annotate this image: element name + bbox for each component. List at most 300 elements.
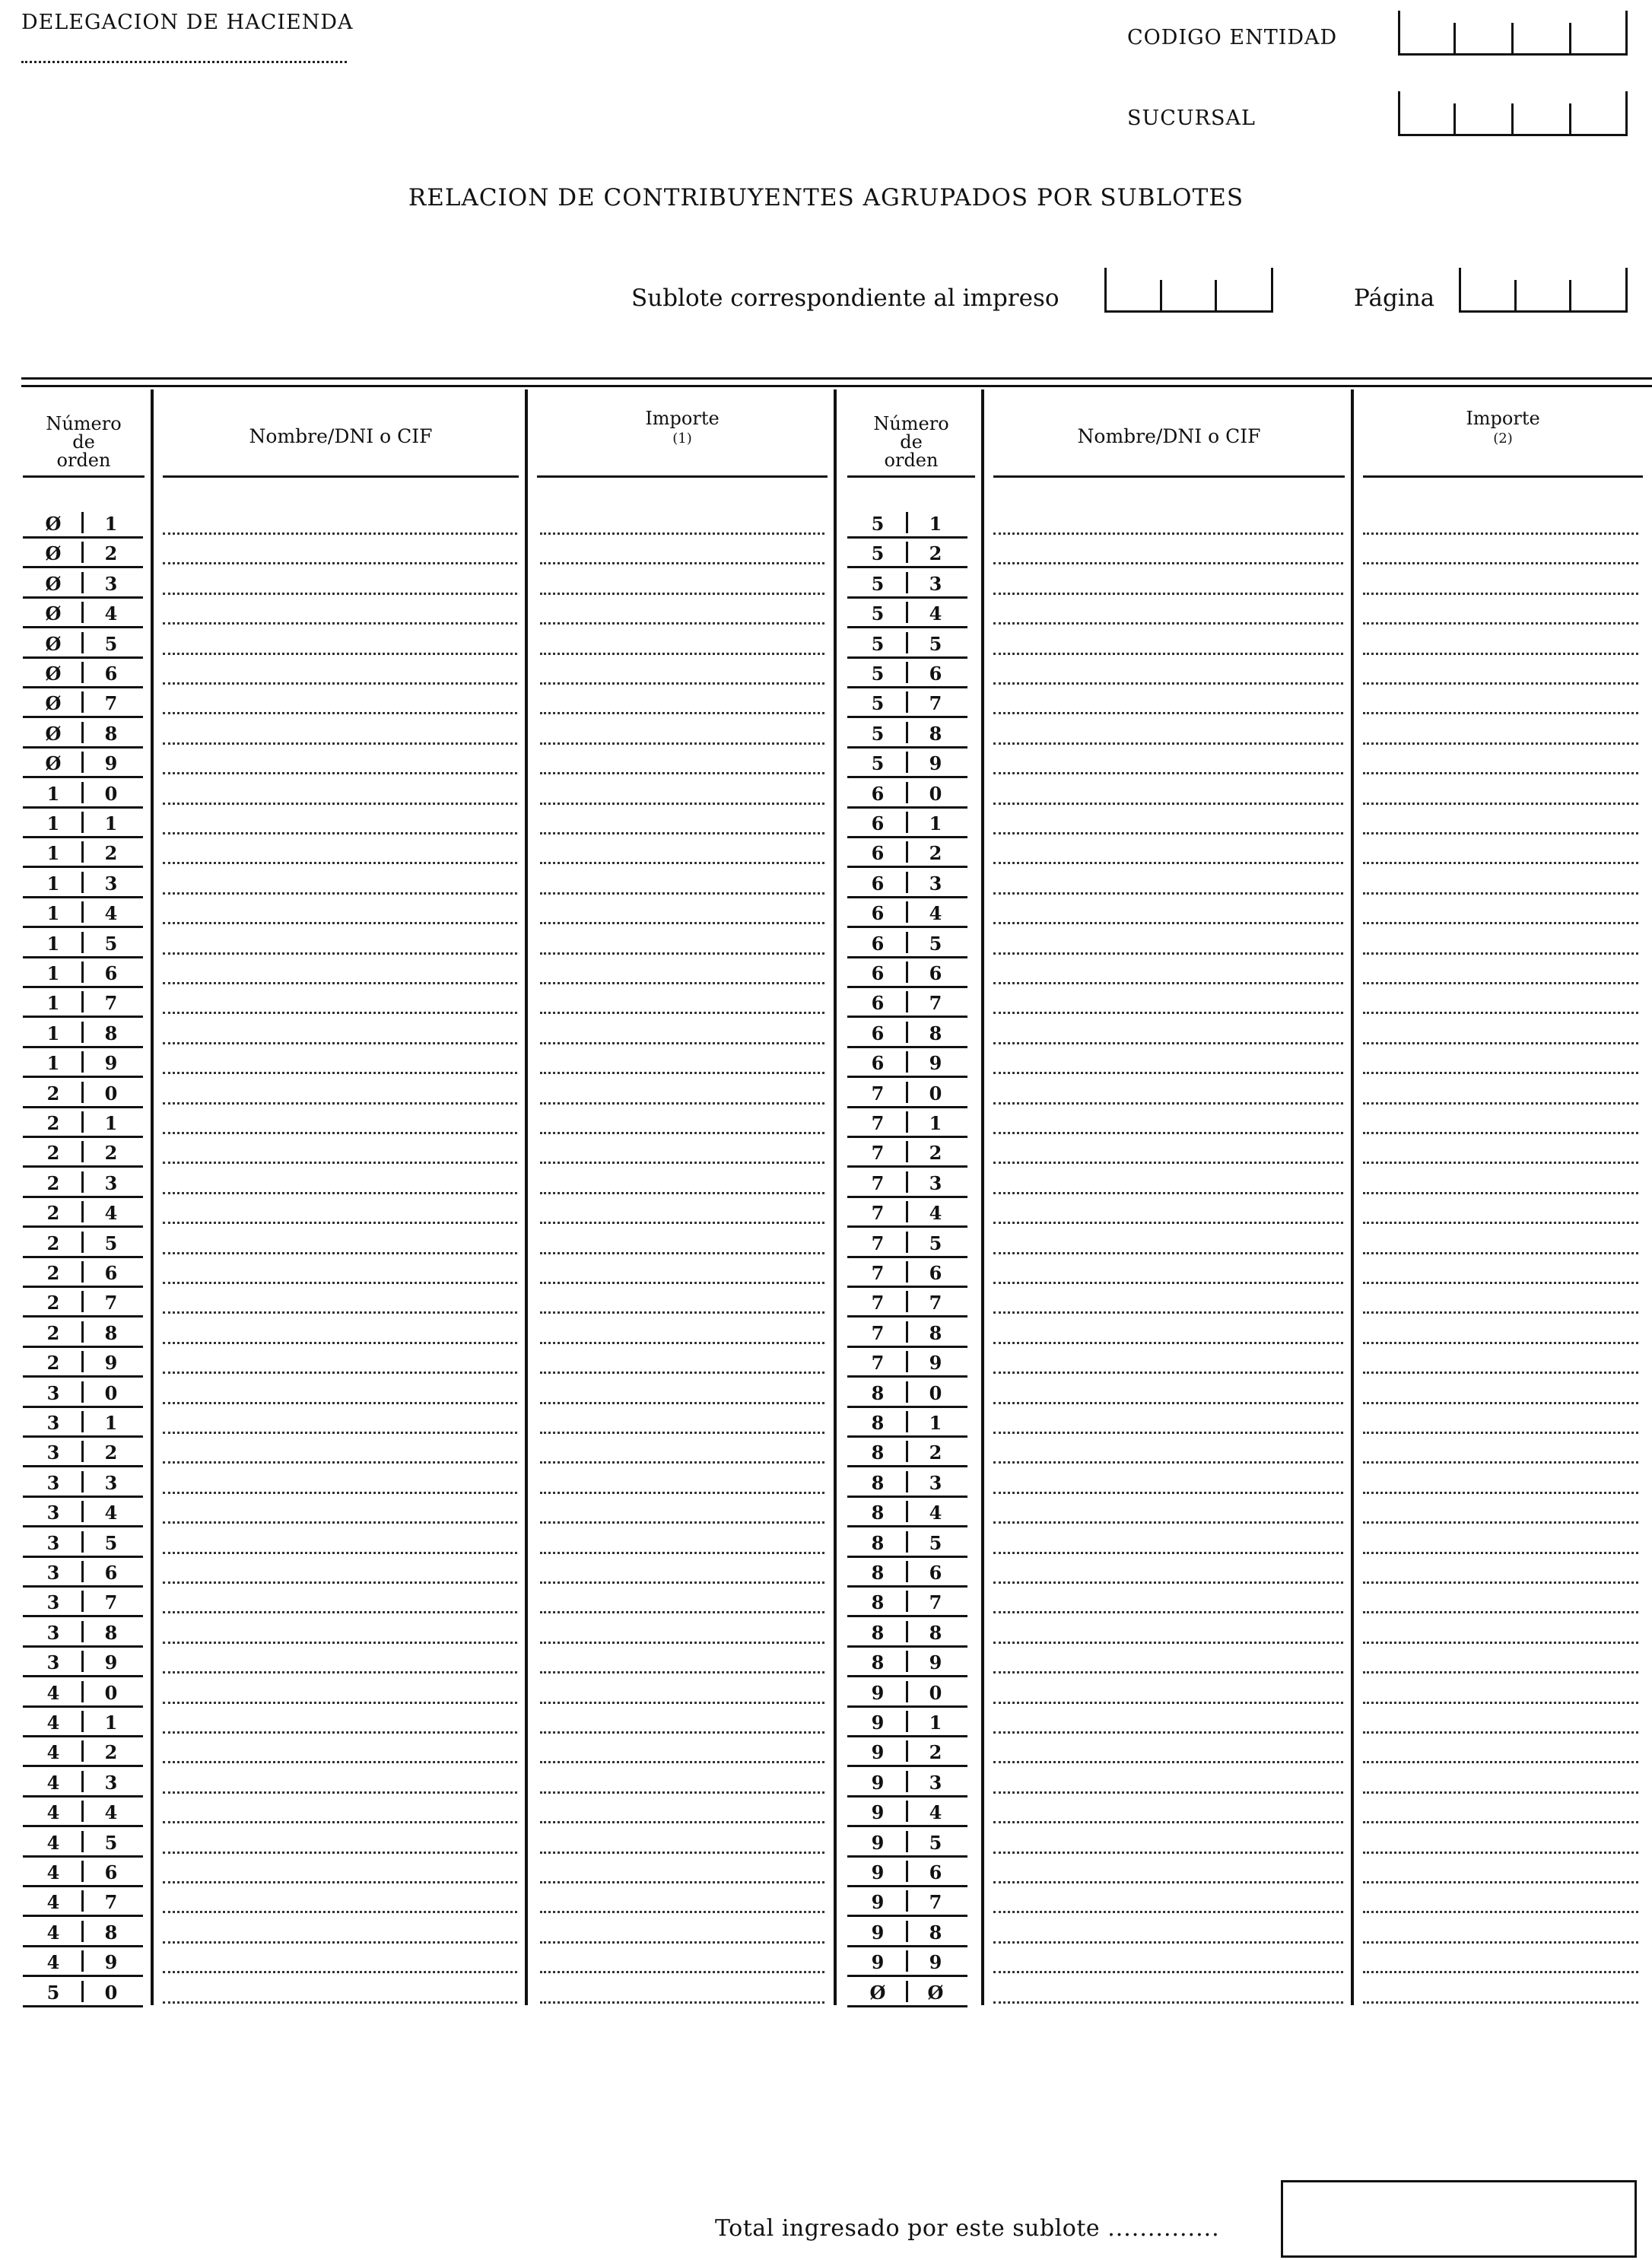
importe-field-left[interactable] — [540, 1971, 824, 1973]
nombre-field-left[interactable] — [163, 803, 517, 805]
nombre-field-right[interactable] — [993, 1911, 1343, 1913]
nombre-field-left[interactable] — [163, 1222, 517, 1224]
importe-field-right[interactable] — [1363, 1611, 1638, 1613]
importe-field-left[interactable] — [540, 1731, 824, 1734]
nombre-field-left[interactable] — [163, 562, 517, 564]
order-number-left — [23, 1076, 143, 1108]
importe-field-right[interactable] — [1363, 1881, 1638, 1883]
order-number-left — [23, 777, 143, 809]
importe-field-left[interactable] — [540, 1372, 824, 1374]
importe-field-left[interactable] — [540, 982, 824, 984]
nombre-field-right[interactable] — [993, 1372, 1343, 1374]
importe-field-right[interactable] — [1363, 1432, 1638, 1434]
importe-field-right[interactable] — [1363, 982, 1638, 984]
nombre-field-left[interactable] — [163, 1132, 517, 1134]
nombre-field-right[interactable] — [993, 1552, 1343, 1554]
order-number-right — [847, 1676, 967, 1708]
order-digit-units: 7 — [929, 1591, 942, 1613]
order-number-right — [847, 596, 967, 628]
nombre-field-right[interactable] — [993, 682, 1343, 685]
nombre-field-left[interactable] — [163, 1162, 517, 1164]
nombre-field-left[interactable] — [163, 1881, 517, 1883]
importe-field-left[interactable] — [540, 593, 824, 595]
importe-field-left[interactable] — [540, 922, 824, 924]
order-digit-tens: 7 — [871, 1322, 885, 1344]
nombre-field-left[interactable] — [163, 922, 517, 924]
nombre-field-right[interactable] — [993, 2001, 1343, 2004]
order-digit-units: 5 — [929, 933, 942, 955]
order-number-left — [23, 1645, 143, 1677]
importe-field-right[interactable] — [1363, 682, 1638, 685]
nombre-field-right[interactable] — [993, 1192, 1343, 1194]
nombre-field-right[interactable] — [993, 952, 1343, 955]
order-digit-units: 1 — [929, 1412, 942, 1434]
order-digit-units: 2 — [104, 1442, 118, 1464]
order-digit-units: 9 — [104, 1951, 118, 1973]
importe-field-right[interactable] — [1363, 593, 1638, 595]
nombre-field-left[interactable] — [163, 532, 517, 535]
header-rule — [1363, 475, 1643, 478]
importe-field-right[interactable] — [1363, 1852, 1638, 1854]
importe-field-left[interactable] — [540, 1702, 824, 1704]
nombre-field-left[interactable] — [163, 952, 517, 955]
importe-field-left[interactable] — [540, 1012, 824, 1014]
order-digit-tens: 8 — [871, 1442, 885, 1464]
nombre-field-left[interactable] — [163, 1012, 517, 1014]
order-digit-units: 1 — [104, 513, 118, 535]
order-number-right — [847, 956, 967, 988]
order-digit-tens: 2 — [46, 1172, 60, 1194]
importe-field-left[interactable] — [540, 712, 824, 714]
sucursal-boxes[interactable] — [1398, 91, 1628, 136]
order-number-left — [23, 1885, 143, 1917]
order-digit-units: 3 — [104, 573, 118, 595]
nombre-field-right[interactable] — [993, 1252, 1343, 1254]
importe-field-left[interactable] — [540, 1611, 824, 1613]
importe-field-left[interactable] — [540, 1461, 824, 1464]
header-rule — [537, 475, 828, 478]
importe-field-right[interactable] — [1363, 832, 1638, 834]
importe-field-left[interactable] — [540, 1521, 824, 1524]
importe-field-right[interactable] — [1363, 892, 1638, 895]
nombre-field-right[interactable] — [993, 832, 1343, 834]
digit-separator — [906, 542, 908, 563]
nombre-field-left[interactable] — [163, 1402, 517, 1404]
nombre-field-left[interactable] — [163, 712, 517, 714]
divider-right-num — [981, 389, 984, 2005]
nombre-field-left[interactable] — [163, 862, 517, 864]
nombre-field-right[interactable] — [993, 1881, 1343, 1883]
importe-field-left[interactable] — [540, 803, 824, 805]
nombre-field-right[interactable] — [993, 1432, 1343, 1434]
nombre-field-left[interactable] — [163, 1042, 517, 1044]
importe-field-right[interactable] — [1363, 1642, 1638, 1644]
importe-field-right[interactable] — [1363, 1911, 1638, 1913]
order-digit-tens: Ø — [45, 692, 62, 714]
nombre-field-right[interactable] — [993, 982, 1343, 984]
importe-field-left[interactable] — [540, 1042, 824, 1044]
importe-field-right[interactable] — [1363, 1282, 1638, 1284]
importe-field-right[interactable] — [1363, 742, 1638, 745]
order-number-right — [847, 1435, 967, 1467]
nombre-field-left[interactable] — [163, 1461, 517, 1464]
nombre-field-left[interactable] — [163, 892, 517, 895]
nombre-field-right[interactable] — [993, 1971, 1343, 1973]
nombre-field-right[interactable] — [993, 1702, 1343, 1704]
nombre-field-left[interactable] — [163, 682, 517, 685]
importe-field-right[interactable] — [1363, 1342, 1638, 1344]
order-digit-tens: 1 — [46, 842, 60, 864]
nombre-field-right[interactable] — [993, 712, 1343, 714]
importe-field-right[interactable] — [1363, 1521, 1638, 1524]
nombre-field-right[interactable] — [993, 1521, 1343, 1524]
nombre-field-left[interactable] — [163, 653, 517, 655]
order-digit-units: 2 — [104, 1142, 118, 1164]
importe-field-right[interactable] — [1363, 1012, 1638, 1014]
importe-field-left[interactable] — [540, 622, 824, 625]
nombre-field-left[interactable] — [163, 1581, 517, 1584]
digit-separator — [81, 542, 84, 563]
nombre-field-left[interactable] — [163, 1192, 517, 1194]
importe-field-right[interactable] — [1363, 622, 1638, 625]
order-number-right — [847, 1316, 967, 1348]
order-digit-units: 7 — [929, 1891, 942, 1913]
importe-field-right[interactable] — [1363, 562, 1638, 564]
nombre-field-left[interactable] — [163, 1971, 517, 1973]
nombre-field-right[interactable] — [993, 593, 1343, 595]
importe-field-right[interactable] — [1363, 1402, 1638, 1404]
importe-field-left[interactable] — [540, 1192, 824, 1194]
order-number-left — [23, 986, 143, 1018]
importe-field-left[interactable] — [540, 1821, 824, 1823]
digit-separator — [81, 632, 84, 653]
digit-separator — [81, 1141, 84, 1162]
digit-separator — [81, 1831, 84, 1852]
nombre-field-right[interactable] — [993, 1941, 1343, 1944]
nombre-field-left[interactable] — [163, 1282, 517, 1284]
order-digit-tens: 7 — [871, 1352, 885, 1374]
importe-field-left[interactable] — [540, 862, 824, 864]
importe-field-left[interactable] — [540, 1132, 824, 1134]
importe-field-right[interactable] — [1363, 1252, 1638, 1254]
order-digit-tens: 5 — [871, 573, 885, 595]
nombre-field-left[interactable] — [163, 1791, 517, 1794]
nombre-field-left[interactable] — [163, 1311, 517, 1314]
digit-separator — [906, 1051, 908, 1073]
order-digit-units: 9 — [929, 752, 942, 774]
digit-separator — [81, 602, 84, 623]
nombre-field-right[interactable] — [993, 1821, 1343, 1823]
digit-separator — [906, 1111, 908, 1133]
importe-field-right[interactable] — [1363, 1042, 1638, 1044]
importe-field-right[interactable] — [1363, 712, 1638, 714]
nombre-field-right[interactable] — [993, 1731, 1343, 1734]
order-digit-units: 8 — [929, 1921, 942, 1944]
nombre-field-right[interactable] — [993, 1102, 1343, 1105]
importe-field-left[interactable] — [540, 1852, 824, 1854]
nombre-field-right[interactable] — [993, 1461, 1343, 1464]
nombre-field-left[interactable] — [163, 1761, 517, 1763]
nombre-field-right[interactable] — [993, 772, 1343, 774]
nombre-field-left[interactable] — [163, 1642, 517, 1644]
pagina-boxes[interactable] — [1459, 268, 1628, 313]
nombre-field-right[interactable] — [993, 862, 1343, 864]
nombre-field-right[interactable] — [993, 1012, 1343, 1014]
digit-separator — [81, 1621, 84, 1642]
importe-field-left[interactable] — [540, 1342, 824, 1344]
order-digit-tens: 3 — [46, 1591, 60, 1613]
importe-field-right[interactable] — [1363, 1072, 1638, 1074]
nombre-field-right[interactable] — [993, 742, 1343, 745]
digit-separator — [906, 722, 908, 743]
nombre-field-left[interactable] — [163, 1941, 517, 1944]
order-number-left — [23, 686, 143, 718]
nombre-field-right[interactable] — [993, 532, 1343, 535]
header-rule — [847, 475, 975, 478]
importe-field-left[interactable] — [540, 1311, 824, 1314]
importe-field-right[interactable] — [1363, 1162, 1638, 1164]
order-digit-units: 8 — [104, 1622, 118, 1644]
nombre-field-right[interactable] — [993, 1761, 1343, 1763]
importe-field-right[interactable] — [1363, 1372, 1638, 1374]
order-digit-tens: 9 — [871, 1772, 885, 1794]
importe-field-right[interactable] — [1363, 952, 1638, 955]
nombre-field-left[interactable] — [163, 982, 517, 984]
nombre-field-left[interactable] — [163, 1252, 517, 1254]
digit-separator — [906, 1411, 908, 1432]
order-number-left — [23, 1435, 143, 1467]
digit-separator — [81, 572, 84, 593]
nombre-field-left[interactable] — [163, 1821, 517, 1823]
importe-field-left[interactable] — [540, 1432, 824, 1434]
order-digit-units: 9 — [929, 1651, 942, 1674]
importe-field-right[interactable] — [1363, 1761, 1638, 1763]
nombre-field-right[interactable] — [993, 1162, 1343, 1164]
nombre-field-left[interactable] — [163, 1372, 517, 1374]
importe-field-left[interactable] — [540, 892, 824, 895]
nombre-field-right[interactable] — [993, 1852, 1343, 1854]
importe-field-left[interactable] — [540, 1791, 824, 1794]
total-box[interactable] — [1281, 2180, 1637, 2258]
digit-separator — [906, 662, 908, 683]
importe-field-right[interactable] — [1363, 1311, 1638, 1314]
digit-separator — [906, 1861, 908, 1882]
importe-field-right[interactable] — [1363, 1821, 1638, 1823]
importe-field-right[interactable] — [1363, 1492, 1638, 1494]
nombre-field-right[interactable] — [993, 1492, 1343, 1494]
order-digit-tens: 2 — [46, 1262, 60, 1284]
nombre-field-left[interactable] — [163, 1072, 517, 1074]
nombre-field-left[interactable] — [163, 1911, 517, 1913]
order-digit-units: 6 — [929, 962, 942, 984]
order-digit-tens: 9 — [871, 1832, 885, 1854]
nombre-field-left[interactable] — [163, 772, 517, 774]
nombre-field-right[interactable] — [993, 1671, 1343, 1674]
importe-field-right[interactable] — [1363, 1552, 1638, 1554]
importe-field-left[interactable] — [540, 952, 824, 955]
digit-separator — [906, 752, 908, 773]
importe-field-left[interactable] — [540, 1162, 824, 1164]
codigo-entidad-boxes[interactable] — [1398, 11, 1628, 56]
order-number-left — [23, 1616, 143, 1648]
nombre-field-right[interactable] — [993, 1132, 1343, 1134]
nombre-field-left[interactable] — [163, 2001, 517, 2004]
importe-field-left[interactable] — [540, 1941, 824, 1944]
nombre-field-right[interactable] — [993, 922, 1343, 924]
digit-separator — [81, 991, 84, 1012]
nombre-field-right[interactable] — [993, 1581, 1343, 1584]
importe-field-left[interactable] — [540, 1072, 824, 1074]
nombre-field-left[interactable] — [163, 742, 517, 745]
importe-field-right[interactable] — [1363, 1581, 1638, 1584]
nombre-field-left[interactable] — [163, 1342, 517, 1344]
digit-separator — [81, 901, 84, 923]
order-number-left — [23, 1735, 143, 1767]
importe-field-left[interactable] — [540, 1642, 824, 1644]
nombre-field-left[interactable] — [163, 1521, 517, 1524]
nombre-field-left[interactable] — [163, 1731, 517, 1734]
nombre-field-left[interactable] — [163, 1852, 517, 1854]
nombre-field-right[interactable] — [993, 1402, 1343, 1404]
nombre-field-left[interactable] — [163, 832, 517, 834]
nombre-field-right[interactable] — [993, 562, 1343, 564]
order-number-left — [23, 866, 143, 898]
importe-field-right[interactable] — [1363, 803, 1638, 805]
importe-field-left[interactable] — [540, 682, 824, 685]
header-numero-orden-left: Número de orden — [46, 413, 122, 471]
nombre-field-left[interactable] — [163, 1432, 517, 1434]
delegacion-field[interactable] — [21, 61, 347, 63]
order-number-right — [847, 836, 967, 868]
importe-field-right[interactable] — [1363, 1192, 1638, 1194]
importe-field-left[interactable] — [540, 1671, 824, 1674]
importe-field-right[interactable] — [1363, 862, 1638, 864]
order-number-right — [847, 896, 967, 928]
nombre-field-right[interactable] — [993, 1311, 1343, 1314]
importe-field-left[interactable] — [540, 1881, 824, 1883]
order-digit-units: 2 — [104, 842, 118, 864]
nombre-field-right[interactable] — [993, 1072, 1343, 1074]
importe-field-left[interactable] — [540, 1282, 824, 1284]
nombre-field-left[interactable] — [163, 1611, 517, 1613]
header-rule — [23, 475, 145, 478]
order-digit-units: 2 — [929, 1741, 942, 1763]
order-digit-units: 5 — [929, 633, 942, 655]
importe-field-right[interactable] — [1363, 532, 1638, 535]
nombre-field-right[interactable] — [993, 1222, 1343, 1224]
importe-field-left[interactable] — [540, 832, 824, 834]
importe-field-left[interactable] — [540, 1402, 824, 1404]
digit-separator — [906, 1651, 908, 1672]
importe-field-right[interactable] — [1363, 1731, 1638, 1734]
nombre-field-left[interactable] — [163, 1492, 517, 1494]
order-number-right — [847, 1645, 967, 1677]
importe-field-right[interactable] — [1363, 1222, 1638, 1224]
nombre-field-right[interactable] — [993, 803, 1343, 805]
order-digit-tens: 9 — [871, 1741, 885, 1763]
nombre-field-right[interactable] — [993, 1282, 1343, 1284]
nombre-field-left[interactable] — [163, 1671, 517, 1674]
importe-field-left[interactable] — [540, 532, 824, 535]
importe-field-left[interactable] — [540, 1492, 824, 1494]
digit-separator — [906, 1501, 908, 1522]
order-digit-units: 4 — [104, 1202, 118, 1224]
importe-field-left[interactable] — [540, 1911, 824, 1913]
importe-field-left[interactable] — [540, 1761, 824, 1763]
importe-field-left[interactable] — [540, 562, 824, 564]
digit-separator — [81, 1861, 84, 1882]
importe-field-right[interactable] — [1363, 653, 1638, 655]
nombre-field-right[interactable] — [993, 1611, 1343, 1613]
digit-separator — [906, 1201, 908, 1222]
digit-separator — [81, 1771, 84, 1792]
importe-field-right[interactable] — [1363, 1461, 1638, 1464]
importe-field-left[interactable] — [540, 2001, 824, 2004]
digit-separator — [906, 1831, 908, 1852]
order-digit-tens: 1 — [46, 1022, 60, 1044]
importe-field-right[interactable] — [1363, 2001, 1638, 2004]
digit-separator — [906, 1890, 908, 1912]
nombre-field-right[interactable] — [993, 1642, 1343, 1644]
importe-field-right[interactable] — [1363, 1791, 1638, 1794]
importe-field-right[interactable] — [1363, 1702, 1638, 1704]
order-number-left — [23, 1945, 143, 1977]
order-number-left — [23, 1346, 143, 1378]
sublote-label: Sublote correspondiente al impreso — [631, 284, 1060, 312]
digit-separator — [906, 1232, 908, 1253]
order-digit-units: 3 — [104, 873, 118, 895]
importe-field-right[interactable] — [1363, 1971, 1638, 1973]
importe-field-right[interactable] — [1363, 1102, 1638, 1105]
importe-field-left[interactable] — [540, 1102, 824, 1105]
importe-field-left[interactable] — [540, 1222, 824, 1224]
importe-field-left[interactable] — [540, 653, 824, 655]
order-number-right — [847, 507, 967, 539]
order-digit-units: 0 — [104, 1682, 118, 1704]
order-number-right — [847, 627, 967, 659]
nombre-field-right[interactable] — [993, 892, 1343, 895]
nombre-field-left[interactable] — [163, 1702, 517, 1704]
order-number-left — [23, 1376, 143, 1408]
importe-field-left[interactable] — [540, 1252, 824, 1254]
nombre-field-left[interactable] — [163, 1102, 517, 1105]
order-digit-tens: 7 — [871, 1292, 885, 1314]
nombre-field-right[interactable] — [993, 653, 1343, 655]
importe-field-right[interactable] — [1363, 922, 1638, 924]
importe-field-right[interactable] — [1363, 1941, 1638, 1944]
importe-field-right[interactable] — [1363, 772, 1638, 774]
sublote-boxes[interactable] — [1104, 268, 1273, 313]
importe-field-left[interactable] — [540, 742, 824, 745]
importe-field-left[interactable] — [540, 772, 824, 774]
nombre-field-right[interactable] — [993, 1342, 1343, 1344]
order-digit-units: 7 — [929, 692, 942, 714]
nombre-field-left[interactable] — [163, 622, 517, 625]
nombre-field-right[interactable] — [993, 1042, 1343, 1044]
order-number-left — [23, 567, 143, 599]
order-digit-units: 7 — [104, 1891, 118, 1913]
digit-separator — [906, 602, 908, 623]
nombre-field-right[interactable] — [993, 1791, 1343, 1794]
importe-field-right[interactable] — [1363, 1671, 1638, 1674]
importe-field-left[interactable] — [540, 1552, 824, 1554]
nombre-field-left[interactable] — [163, 593, 517, 595]
nombre-field-right[interactable] — [993, 622, 1343, 625]
order-digit-tens: 3 — [46, 1562, 60, 1584]
nombre-field-left[interactable] — [163, 1552, 517, 1554]
importe-field-right[interactable] — [1363, 1132, 1638, 1134]
importe-field-left[interactable] — [540, 1581, 824, 1584]
